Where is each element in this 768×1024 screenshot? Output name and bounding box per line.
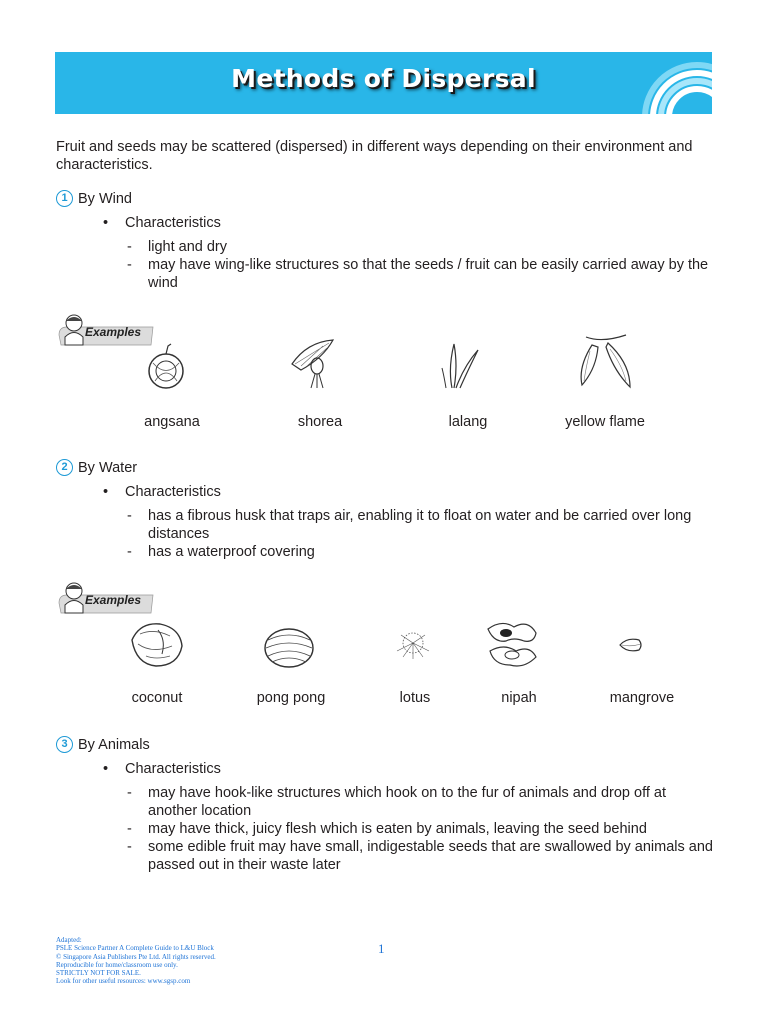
example-caption: mangrove: [609, 690, 675, 706]
intro-text: Fruit and seeds may be scattered (dispersed) in different ways depending on their environment and characteristics.: [56, 139, 693, 173]
angsana-illustration: [143, 343, 189, 391]
mangrove-illustration: [617, 635, 645, 655]
dash-point: - has a fibrous husk that traps air, enabling it to float on water and be carried over long distances: [127, 508, 692, 542]
example-caption: angsana: [144, 414, 200, 430]
footer-line: © Singapore Asia Publishers Pte Ltd. All rights reserved.: [56, 952, 216, 961]
bullet-characteristics: • Characteristics: [105, 215, 221, 231]
example-caption: pong pong: [256, 690, 326, 706]
section-number: 3: [56, 736, 73, 753]
example-caption: yellow flame: [565, 414, 645, 430]
section-water-heading: [56, 459, 137, 476]
dash-point: - may have wing-like structures so that the seeds / fruit can be easily carried away by the wind: [127, 257, 709, 291]
pong-pong-illustration: [262, 626, 316, 670]
dash-point: - may have hook-like structures which hook on to the fur of animals and drop off at another location: [127, 785, 666, 819]
bullet-characteristics: • Characteristics: [105, 761, 221, 777]
page-number: 1: [378, 941, 385, 956]
page-title: Methods of Dispersal: [231, 64, 536, 93]
shorea-illustration: [287, 336, 337, 390]
footer-line: Reproducible for home/classroom use only.: [56, 960, 178, 969]
section-animals-heading: [56, 736, 150, 753]
dash-point: - may have thick, juicy flesh which is eaten by animals, leaving the seed behind: [127, 821, 647, 837]
footer-credits: [56, 936, 216, 986]
example-caption: nipah: [501, 690, 537, 706]
example-caption: coconut: [131, 690, 183, 706]
title-banner: [55, 52, 712, 114]
example-caption: shorea: [297, 414, 343, 430]
example-caption: lotus: [399, 690, 431, 706]
yellow-flame-illustration: [574, 333, 636, 391]
section-heading-label: By Animals: [78, 736, 150, 753]
examples-badge: Examples: [57, 581, 157, 615]
dash-point: - light and dry: [127, 239, 227, 255]
section-heading-label: By Wind: [78, 190, 132, 207]
dash-point: - some edible fruit may have small, indigestable seeds that are swallowed by animals and passed out in their waste later: [127, 839, 713, 873]
coconut-illustration: [126, 620, 186, 670]
footer-line: STRICTLY NOT FOR SALE.: [56, 969, 141, 978]
footer-line: Adapted:: [56, 936, 82, 944]
examples-badge: Examples: [57, 313, 157, 347]
dash-point: - has a waterproof covering: [127, 544, 315, 560]
section-number: 1: [56, 190, 73, 207]
bullet-characteristics: • Characteristics: [105, 484, 221, 500]
footer-line: PSLE Science Partner A Complete Guide to L&U Block: [56, 944, 214, 953]
footer-line: Look for other useful resources: www.sgsp.com: [56, 977, 191, 986]
section-number: 2: [56, 459, 73, 476]
section-wind-heading: [56, 190, 132, 207]
lotus-illustration: [389, 625, 437, 665]
lalang-illustration: [438, 338, 484, 390]
example-caption: lalang: [448, 414, 488, 430]
section-heading-label: By Water: [78, 459, 138, 476]
nipah-illustration: [484, 617, 540, 671]
